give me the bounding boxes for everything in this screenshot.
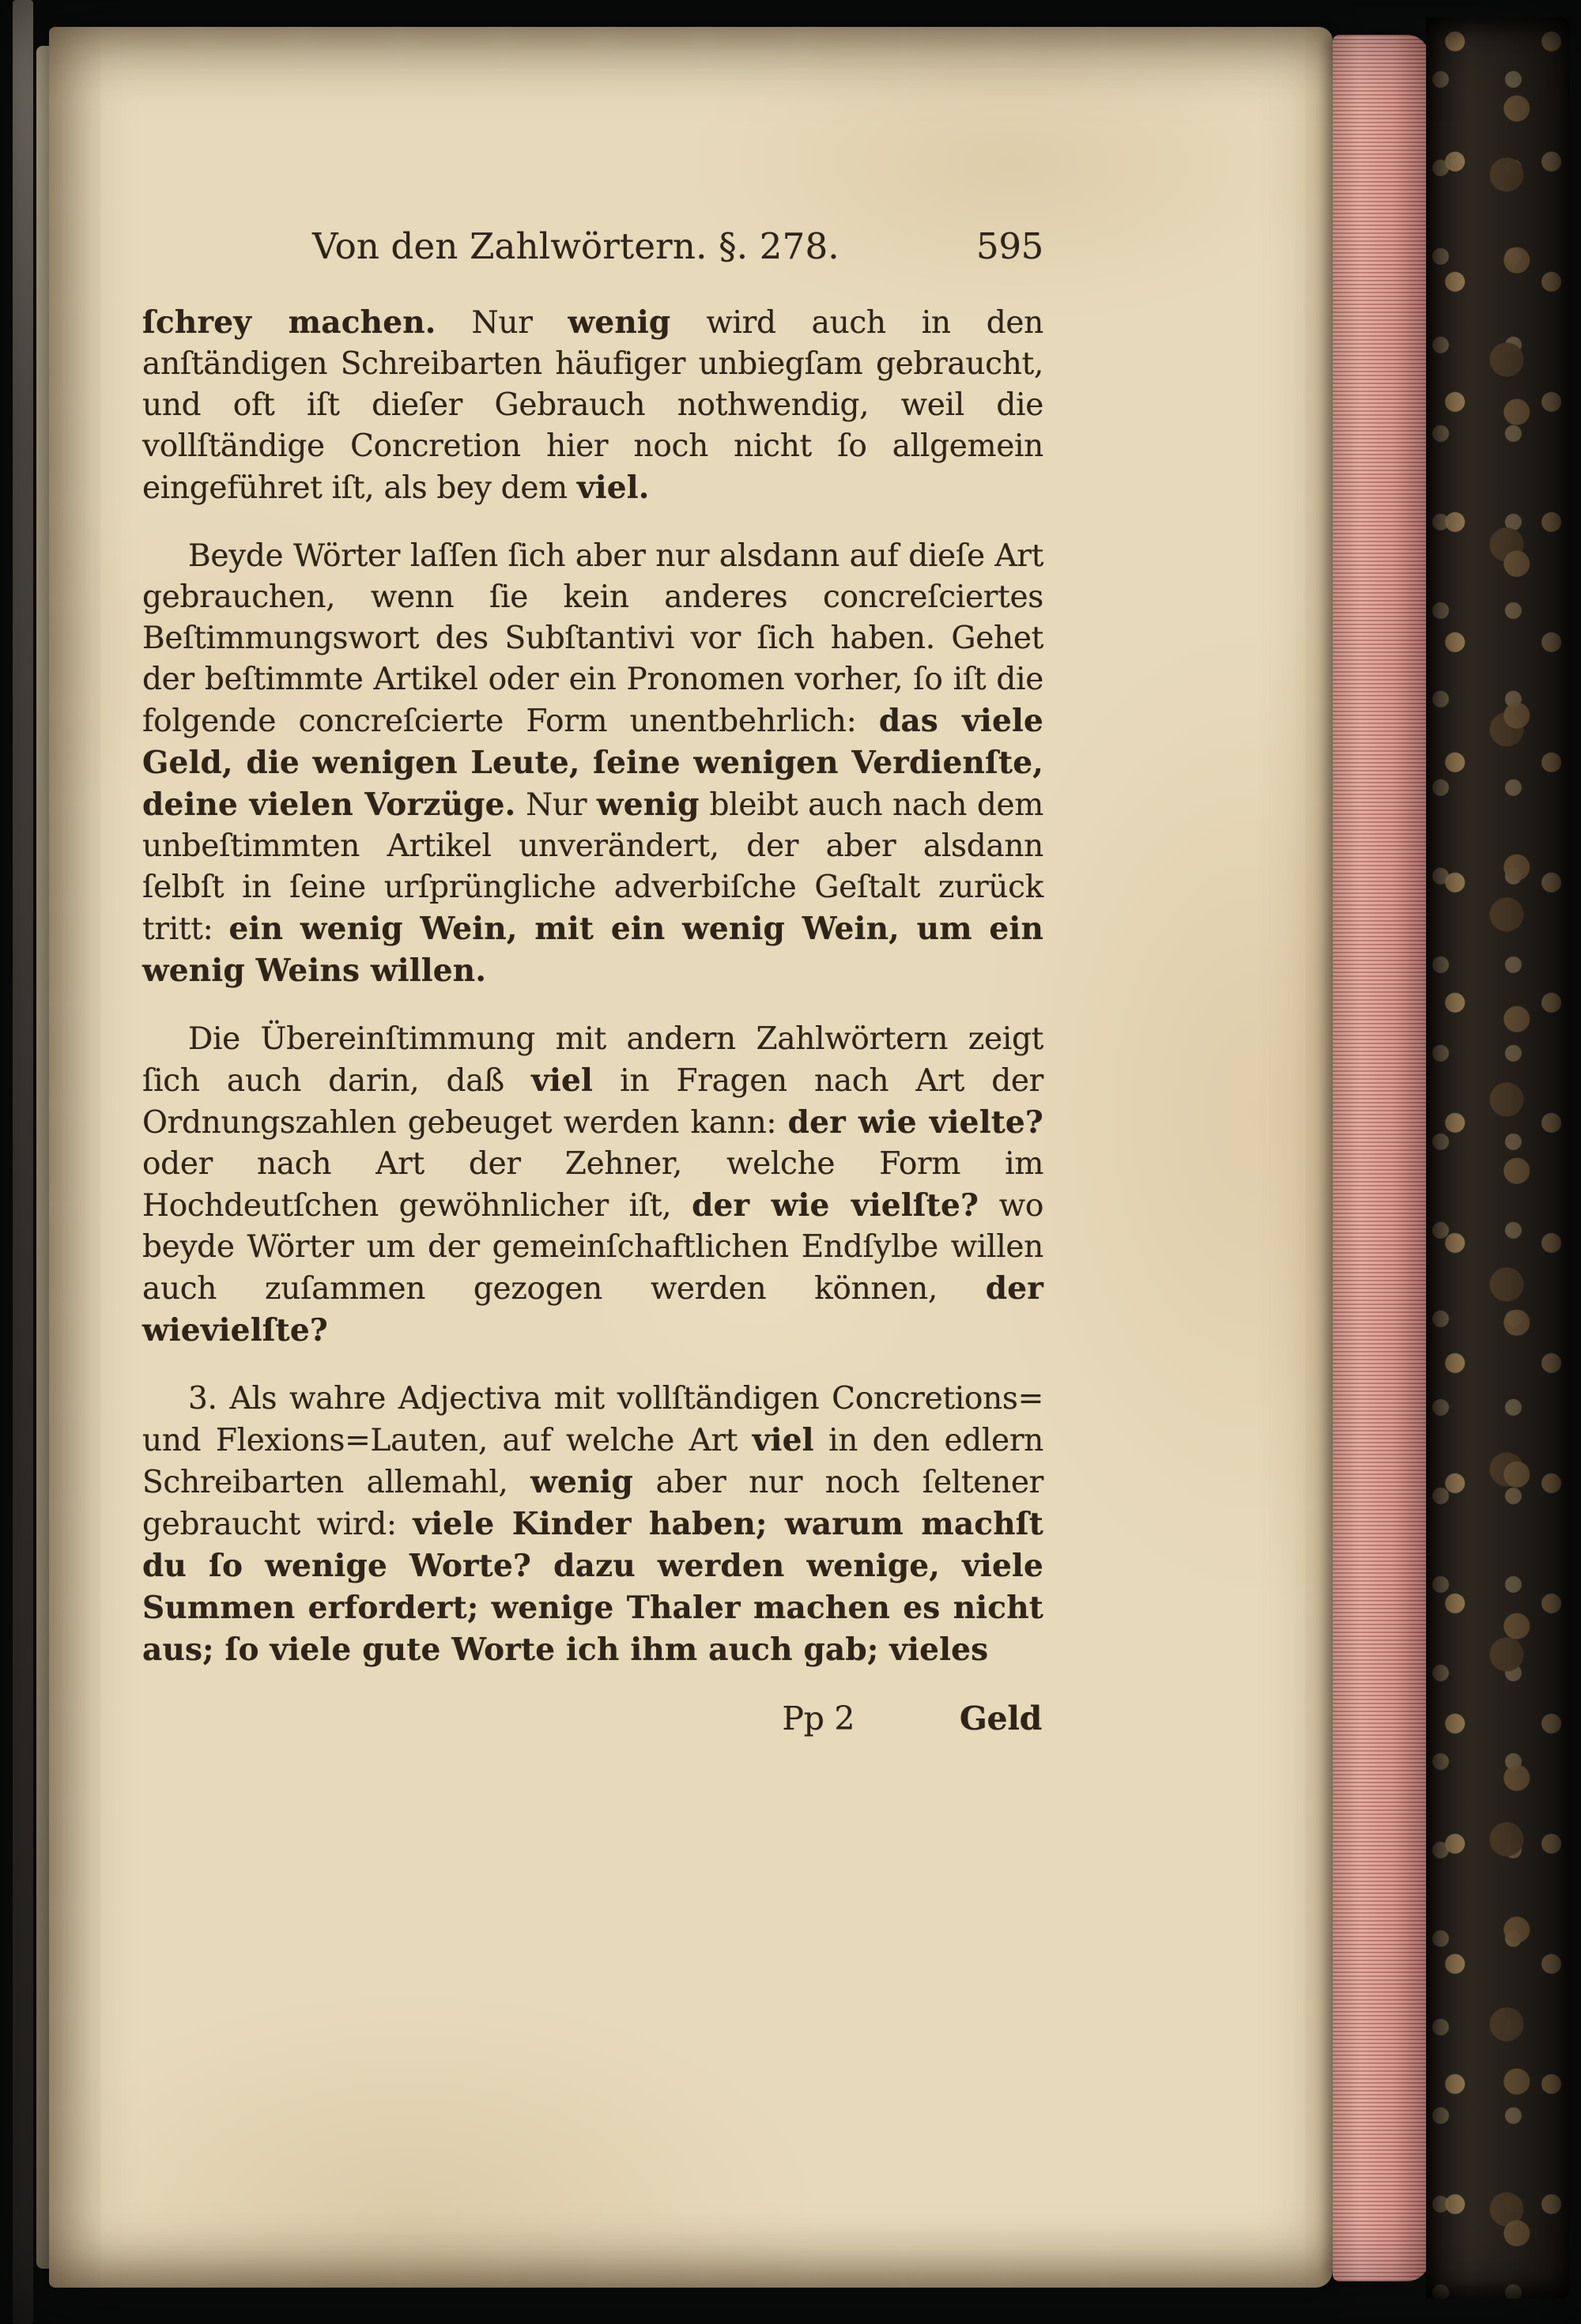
text-run-emphasis: wenig — [530, 1464, 633, 1500]
text-column — [142, 226, 1043, 1744]
text-run: aber nur noch ſeltener gebraucht wird: — [142, 1465, 1043, 1542]
text-run: 3. Als wahre Adjectiva mit vollſtändigen Concretions= und Flexions=Lauten, auf welche Art — [142, 1381, 1043, 1458]
text-run-emphasis: das viele Geld, die wenigen Leute, ſeine wenigen Verdienſte, deine vielen Vorzüge. — [142, 703, 1043, 823]
text-run: wo beyde Wörter um der gemeinſchaftlichen Endſylbe willen auch zuſammen gezogen werden können, — [142, 1188, 1043, 1307]
text-block — [142, 302, 1043, 1671]
signature-mark: Pp 2 — [782, 1700, 855, 1737]
paragraph — [142, 302, 1043, 509]
text-run: Die Übereinſtimmung mit andern Zahlwörtern zeigt ſich auch darin, daß — [142, 1021, 1043, 1099]
left-board-edge — [13, 0, 33, 2324]
text-run-emphasis: wenig — [596, 787, 700, 823]
book-page — [49, 27, 1333, 2288]
text-run-emphasis: viel — [531, 1062, 594, 1099]
text-run: Nur — [436, 305, 568, 341]
text-run: bleibt auch nach dem unbeſtimmten Artikel unverändert, der aber alsdann ſelbſt in ſeine urſprüngliche adverbiſche Geſtalt zurück tritt: — [142, 787, 1043, 947]
running-title: Von den Zahlwörtern. §. 278. — [312, 225, 840, 267]
text-run: wird auch in den anſtändigen Schreibarten häufiger unbiegſam gebraucht, und oft iſt dieſer Gebrauch nothwendig, weil die vollſtändige Concretion hier noch nicht ſo allgemein eingeführet iſt, als bey dem — [142, 305, 1043, 506]
catchword: Geld — [959, 1700, 1042, 1737]
page-header — [142, 226, 1043, 267]
page-number: 595 — [976, 225, 1043, 267]
text-run-emphasis: der wie vielte? — [787, 1104, 1043, 1141]
text-run-emphasis: der wie vielſte? — [692, 1187, 979, 1224]
text-run-emphasis: ſchrey machen. — [142, 304, 436, 341]
text-run-emphasis: viel. — [576, 470, 650, 506]
paragraph — [142, 1019, 1043, 1352]
text-run-emphasis: der wievielſte? — [142, 1270, 1043, 1349]
page-footer — [142, 1698, 1043, 1744]
text-run-emphasis: ein wenig Wein, mit ein wenig Wein, um ein wenig Weins willen. — [142, 911, 1043, 989]
paragraph — [142, 1379, 1043, 1671]
text-run: oder nach Art der Zehner, welche Form im Hochdeutſchen gewöhnlicher iſt, — [142, 1146, 1043, 1224]
text-run: in den edlern Schreibarten allemahl, — [142, 1423, 1043, 1500]
text-run: Beyde Wörter laſſen ſich aber nur alsdann auf dieſe Art gebrauchen, wenn ſie kein anderes concreſciertes Beſtimmungswort des Subſtantivi vor ſich haben. Gehet der beſtimmte Artikel oder ein Pronomen vorher, ſo iſt die folgende concreſcierte Form unentbehrlich: — [142, 538, 1043, 739]
marbled-cover-board — [1426, 17, 1570, 2299]
fore-edge-pages — [1333, 35, 1429, 2281]
text-run: in Fragen nach Art der Ordnungszahlen gebeuget werden kann: — [142, 1063, 1043, 1141]
paragraph — [142, 536, 1043, 992]
text-run: Nur — [515, 787, 597, 823]
text-run-emphasis: viele Kinder haben; warum machſt du ſo wenige Worte? dazu werden wenige, viele Summen erfordert; wenige Thaler machen es nicht aus; ſo viele gute Worte ich ihm auch gab; vieles — [142, 1506, 1043, 1668]
text-run-emphasis: viel — [752, 1422, 814, 1458]
text-run-emphasis: wenig — [568, 304, 671, 341]
